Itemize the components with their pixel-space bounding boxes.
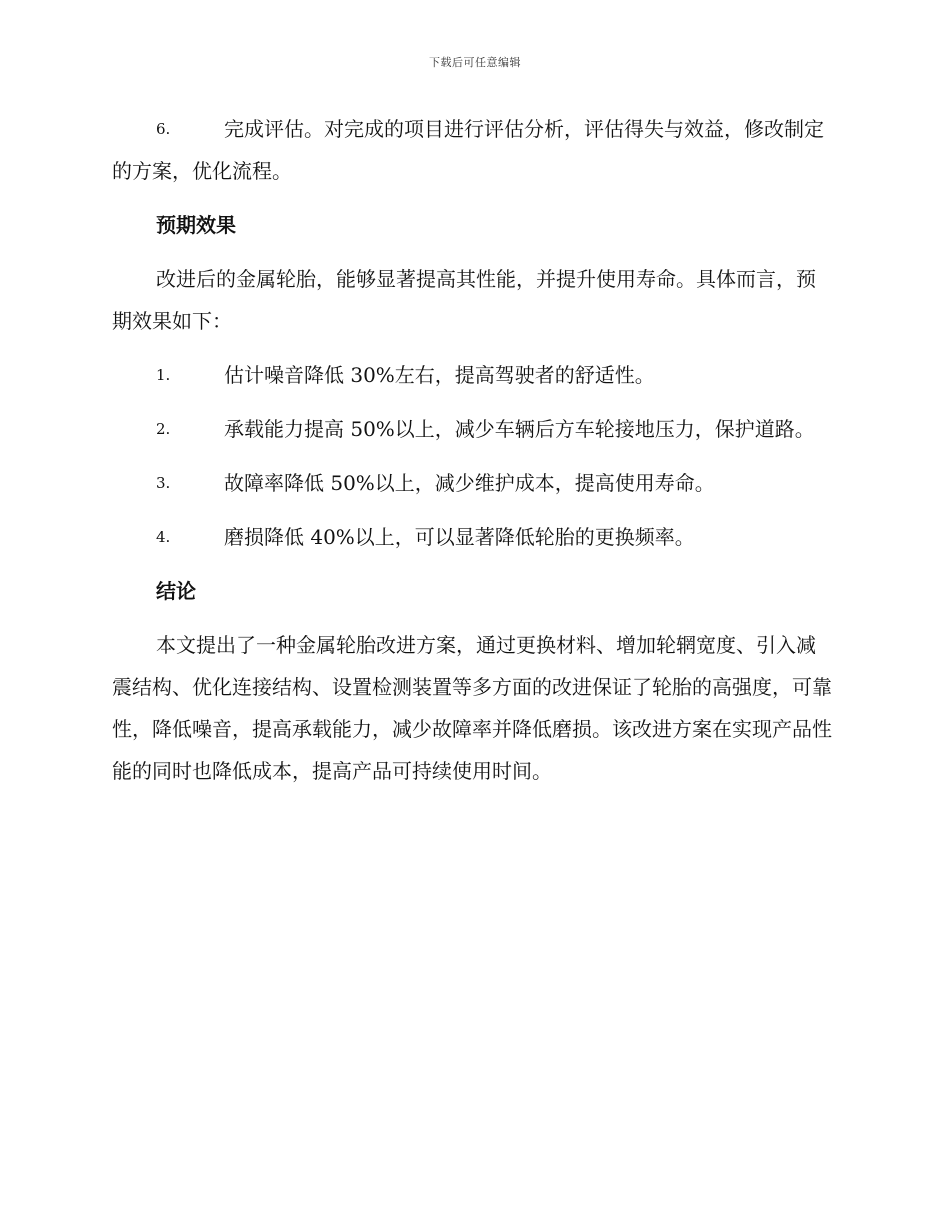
section-heading-conclusion: 结论 — [156, 579, 196, 603]
list-number: 1. — [156, 366, 171, 384]
list-text: 故障率降低 50%以上，减少维护成本，提高使用寿命。 — [224, 471, 715, 495]
list-text: 承载能力提高 50%以上，减少车辆后方车轮接地压力，保护道路。 — [224, 417, 815, 441]
list-number: 3. — [156, 474, 171, 492]
list-item-6 — [112, 108, 834, 192]
paragraph-conclusion: 本文提出了一种金属轮胎改进方案，通过更换材料、增加轮辋宽度、引入减震结构、优化连接结构、设置检测装置等多方面的改进保证了轮胎的高强度，可靠性，降低噪音，提高承载能力，减少故障率并降低磨损。该改进方案在实现产品性能的同时也降低成本，提高产品可持续使用时间。 — [112, 633, 832, 783]
paragraph-effects-intro: 改进后的金属轮胎，能够显著提高其性能，并提升使用寿命。具体而言，预期效果如下： — [112, 267, 816, 333]
list-number: 2. — [156, 420, 171, 438]
list-item-1 — [112, 354, 834, 396]
list-text: 估计噪音降低 30%左右，提高驾驶者的舒适性。 — [224, 363, 655, 387]
list-text: 完成评估。对完成的项目进行评估分析，评估得失与效益，修改制定的方案，优化流程。 — [112, 117, 824, 183]
list-item-4 — [112, 516, 834, 558]
page-header: 下载后可任意编辑 — [429, 56, 521, 69]
document-body — [112, 108, 834, 804]
list-item-2 — [112, 408, 834, 450]
list-number: 4. — [156, 528, 171, 546]
list-text: 磨损降低 40%以上，可以显著降低轮胎的更换频率。 — [224, 525, 695, 549]
list-item-3 — [112, 462, 834, 504]
section-heading-expected-effects: 预期效果 — [156, 213, 236, 237]
list-number: 6. — [156, 120, 171, 138]
